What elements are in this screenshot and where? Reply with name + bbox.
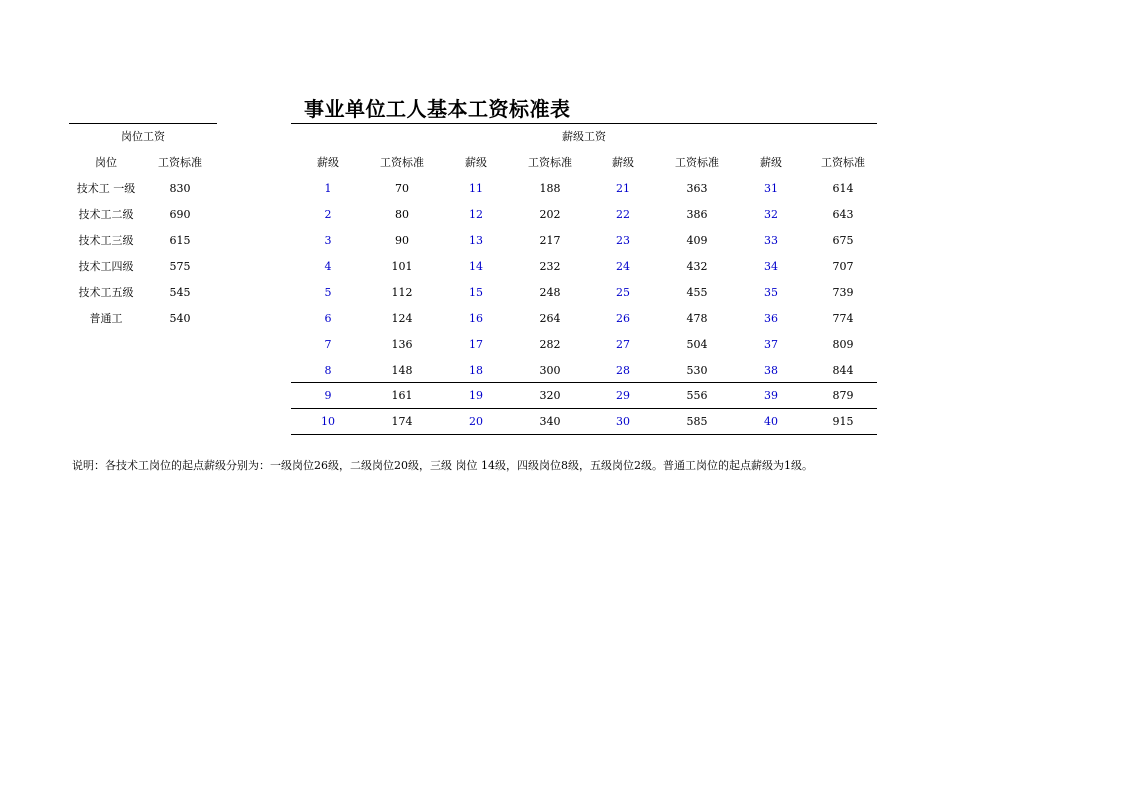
grade-number: 2 [324, 208, 332, 221]
grade-number: 19 [469, 389, 483, 402]
grade-number: 15 [469, 286, 483, 299]
grade-number: 6 [324, 312, 332, 325]
grade-standard: 101 [391, 260, 413, 273]
grade-number: 21 [616, 182, 630, 195]
grade-number: 28 [616, 364, 630, 377]
grade-standard: 112 [391, 286, 413, 299]
grade-standard: 80 [395, 208, 409, 221]
grade-number: 30 [616, 415, 630, 428]
post-standard: 615 [169, 234, 191, 247]
grade-number: 1 [324, 182, 332, 195]
grade-number: 5 [324, 286, 332, 299]
grade-number: 16 [469, 312, 483, 325]
grade-number: 23 [616, 234, 630, 247]
grade-number: 12 [469, 208, 483, 221]
grade-standard: 879 [832, 389, 854, 402]
grade-standard: 202 [539, 208, 561, 221]
grade-standard: 90 [395, 234, 409, 247]
grade-standard: 320 [539, 389, 561, 402]
grade-standard: 148 [391, 364, 413, 377]
grade-standard: 455 [686, 286, 708, 299]
grade-standard: 504 [686, 338, 708, 351]
grade-group-header: 薪级工资 [562, 130, 606, 143]
grade-number: 33 [764, 234, 778, 247]
post-standard: 830 [169, 182, 191, 195]
grade-standard: 188 [539, 182, 561, 195]
grade-standard: 614 [832, 182, 854, 195]
grade-number: 7 [324, 338, 332, 351]
grade-number: 10 [321, 415, 335, 428]
grade-number: 14 [469, 260, 483, 273]
grade-col-header: 薪级 [317, 156, 339, 169]
grade-number: 11 [469, 182, 483, 195]
grade-standard: 124 [391, 312, 413, 325]
grade-number: 40 [764, 415, 778, 428]
grade-standard: 556 [686, 389, 708, 402]
grade-number: 37 [764, 338, 778, 351]
grade-standard: 432 [686, 260, 708, 273]
grade-number: 20 [469, 415, 483, 428]
grade-standard: 809 [832, 338, 854, 351]
grade-number: 26 [616, 312, 630, 325]
grade-number: 31 [764, 182, 778, 195]
grade-number: 8 [324, 364, 332, 377]
post-col-standard-header: 工资标准 [158, 156, 202, 169]
grade-standard: 282 [539, 338, 561, 351]
grade-number: 38 [764, 364, 778, 377]
grade-standard: 707 [832, 260, 854, 273]
grade-standard: 363 [686, 182, 708, 195]
grade-col-header: 薪级 [760, 156, 782, 169]
grade-standard: 643 [832, 208, 854, 221]
grade-number: 18 [469, 364, 483, 377]
grade-standard: 409 [686, 234, 708, 247]
grade-standard: 530 [686, 364, 708, 377]
grade-number: 35 [764, 286, 778, 299]
post-standard: 545 [169, 286, 191, 299]
standard-col-header: 工资标准 [675, 156, 719, 169]
grade-standard: 386 [686, 208, 708, 221]
grade-number: 17 [469, 338, 483, 351]
grade-number: 39 [764, 389, 778, 402]
grade-standard: 585 [686, 415, 708, 428]
grade-standard: 70 [395, 182, 409, 195]
standard-col-header: 工资标准 [821, 156, 865, 169]
post-name: 技术工 一级 [76, 182, 136, 195]
post-group-header: 岗位工资 [121, 130, 165, 143]
grade-header-rule [291, 123, 877, 124]
post-name: 普通工 [89, 312, 123, 325]
grade-standard: 264 [539, 312, 561, 325]
grade-standard: 161 [391, 389, 413, 402]
grade-col-header: 薪级 [465, 156, 487, 169]
grade-standard: 300 [539, 364, 561, 377]
grade-standard: 675 [832, 234, 854, 247]
post-name: 技术工五级 [78, 286, 134, 299]
grade-standard: 478 [686, 312, 708, 325]
grade-number: 9 [324, 389, 332, 402]
grade-standard: 915 [832, 415, 854, 428]
grade-number: 32 [764, 208, 778, 221]
grade-standard: 340 [539, 415, 561, 428]
grade-row-8-rule [291, 382, 877, 383]
grade-number: 24 [616, 260, 630, 273]
grade-standard: 844 [832, 364, 854, 377]
grade-row-9-rule [291, 408, 877, 409]
grade-col-header: 薪级 [612, 156, 634, 169]
grade-number: 27 [616, 338, 630, 351]
grade-number: 36 [764, 312, 778, 325]
grade-number: 13 [469, 234, 483, 247]
post-standard: 540 [169, 312, 191, 325]
standard-col-header: 工资标准 [528, 156, 572, 169]
grade-standard: 248 [539, 286, 561, 299]
grade-standard: 774 [832, 312, 854, 325]
grade-number: 25 [616, 286, 630, 299]
post-header-rule [69, 123, 217, 124]
post-name: 技术工二级 [78, 208, 134, 221]
grade-bottom-rule [291, 434, 877, 435]
grade-number: 22 [616, 208, 630, 221]
post-col-post-header: 岗位 [95, 156, 117, 169]
grade-standard: 232 [539, 260, 561, 273]
standard-col-header: 工资标准 [380, 156, 424, 169]
footnote: 说明：各技术工岗位的起点薪级分别为：一级岗位26级，二级岗位20级，三级 岗位 14级，四级岗位8级，五级岗位2级。普通工岗位的起点薪级为1级。 [72, 459, 813, 472]
post-name: 技术工四级 [78, 260, 134, 273]
post-standard: 690 [169, 208, 191, 221]
grade-standard: 217 [539, 234, 561, 247]
grade-number: 4 [324, 260, 332, 273]
grade-number: 34 [764, 260, 778, 273]
grade-number: 3 [324, 234, 332, 247]
post-name: 技术工三级 [78, 234, 134, 247]
grade-standard: 739 [832, 286, 854, 299]
page-title: 事业单位工人基本工资标准表 [304, 97, 571, 121]
grade-number: 29 [616, 389, 630, 402]
post-standard: 575 [169, 260, 191, 273]
grade-standard: 174 [391, 415, 413, 428]
grade-standard: 136 [391, 338, 413, 351]
